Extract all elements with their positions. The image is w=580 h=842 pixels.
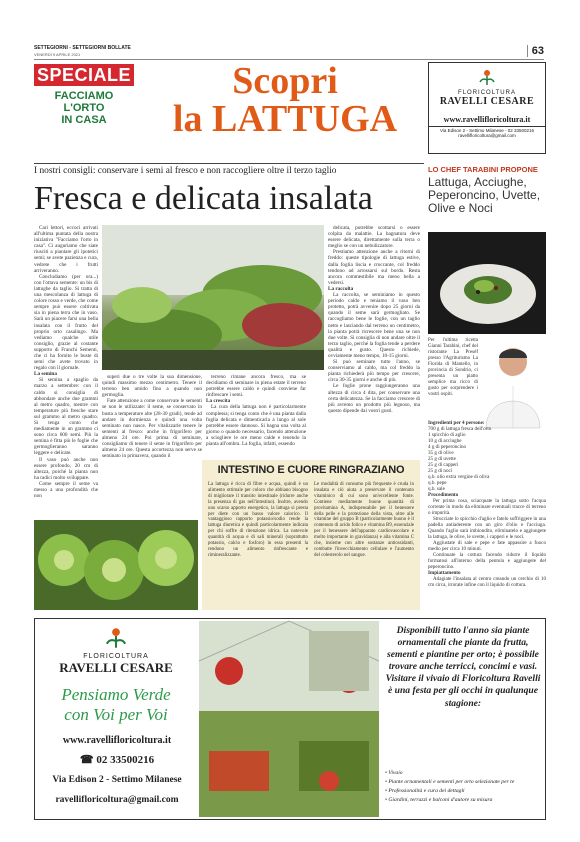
chef-intro: Per l'ultima ricetta Gianni Tarabini, chef del ristorante La Preséf presso l'Agriturismo La Fiorida di Mantello, in provincia di Sondrio, ci presenta un piatto semplice ma ricco di gusto per sorprendere i vostri ospiti. (428, 338, 478, 397)
article-kicker: I nostri consigli: conservare i semi al fresco e non raccogliere oltre il terzo taglio (34, 163, 424, 176)
subhead-raccolta: La raccolta (328, 285, 354, 292)
procedure-step-0: Per prima cosa, sciacquate la lattuga sotto l'acqua corrente in modo da eliminare eventuali tracce di terreno o impurità. (428, 498, 546, 516)
col4-para1: delicata, potrebbe scottarsi o essere colpita da malattie. La bagnatura deve essere delicata, direttamente sulla terra o meglio se con un nebulizzatore. (328, 225, 420, 250)
col2-para1: superi due o tre volte la sua dimensione, quindi massimo mezzo centimetro. Tenere il terreno ben umido fino a quando non germoglia. (102, 374, 202, 399)
procedure-step-2: Aggiustate di sale e pepe e fate appassire a fuoco medio per circa 10 minuti. (428, 540, 546, 552)
chef-portrait (480, 336, 546, 428)
ingredient-0: 700 g di lattuga fresca dell'orto (428, 426, 492, 432)
health-box-col1: La lattuga è ricca di fibre e acqua, quindi è un alimento ottimale per coloro che abbiano bisogno di migliorare il transito intestinale (ridurre anche la presenza di gas nell'intestino). Inoltre, avendo uno scarso apporto energetico, la lattuga si presta per diete con un basso valore calorico. Il vantaggioso rapporto potassio/sodio rende la lattuga diuretica e quindi particolarmente indicata per chi soffre di ritenzione idrica. La notevole quantità di acqua e di sali minerali (soprattutto potassio, calcio e fosforo) in essa presenti la rendono un alimento rinfrescante e rimineralizzante. (208, 482, 308, 558)
top-ad-address: Via Edison 2 - Settimo Milanese - 02 33500216 (429, 126, 545, 133)
chef-recipe-title: Lattuga, Acciughe, Peperoncino, Uvette, Olive e Noci (428, 175, 541, 215)
headline-line2: la LATTUGA (172, 98, 398, 140)
ingredient-6: 25 g di capperi (428, 462, 459, 468)
chef-banner: LO CHEF TARABINI PROPONE (428, 165, 538, 174)
page-number: 63 (527, 45, 544, 57)
issue-date: VENERDÌ 9 APRILE 2021 (34, 52, 81, 57)
bullet-3: • Giardini, terrazzi e balconi d'autore su misura (385, 797, 493, 803)
bullet-1: • Piante ornamentali e sementi per orto selezionate per te (385, 779, 515, 785)
bottom-ad-web: www.ravellifloricoltura.it (62, 735, 172, 746)
ingredient-3: 4 g di peperoncino (428, 444, 467, 450)
col3-para1: terreno rimane ancora fresco, ma se decidiamo di seminare in piena estate il terreno potrebbe essere caldo e quindi conviene far rinfrescare i semi. (206, 374, 306, 399)
speciale-line3: IN CASA (61, 114, 107, 126)
plating-text: Adagiate l'insalata al centro creando un cerchio di 10 cm circa, irrorate infine con il liquido di cottura. (428, 576, 546, 588)
speciale-line2: L'ORTO (63, 102, 105, 114)
article-col3 (206, 374, 306, 454)
bottom-ad-phone: 02 33500216 (96, 754, 155, 766)
flower-logo-icon (101, 623, 131, 649)
health-box (202, 460, 420, 610)
lettuce-illustration (102, 225, 324, 370)
ingredient-7: 25 g di noci (428, 468, 453, 474)
procedure-title: Procedimento (428, 492, 459, 498)
slogan-line1: Pensiamo Verde (61, 685, 171, 704)
col4-para5: Le foglie prone raggiungeranno una altezza di circa 4 dita, per conservare una certa delicatezza. Se la facciamo crescere di più avremo un prodotto più legnoso, ma questo dipende dai vostri gusti. (328, 383, 420, 414)
ingredient-5: 25 g di uvette (428, 456, 456, 462)
flower-logo-icon (476, 66, 498, 86)
bottom-ad-phone-row (39, 753, 195, 766)
ingredient-4: 35 g di olive (428, 450, 454, 456)
bottom-ad-bullets (385, 769, 545, 805)
dish-illustration (428, 232, 546, 334)
bottom-ad-email: ravellifloricoltura@gmail.com (55, 795, 179, 805)
bottom-ad-brand-big: RAVELLI CESARE (59, 660, 173, 675)
procedure-step-1: Strucciate lo spicchio d'aglio e fatelo soffriggere in una padella antiaderente con un giro d'olio e l'acciuga. Quando l'aglio sarà imbiondito, eliminatelo e aggiungete la lattuga, le olive, le uvette, i capperi e le noci. (428, 516, 546, 540)
top-ad (428, 62, 546, 154)
page-header (34, 44, 544, 60)
ingredient-8: q.b. olio extra vergine di oliva (428, 474, 490, 480)
greenhouse-illustration (199, 621, 379, 817)
speciale-subtitle (34, 90, 134, 126)
col2-para2: Fate attenzione a come conservate le sementi se non le utilizzate: il seme, se conservato in busta a temperature alte (28-30 gradi), tende ad andare in dormienza e quindi una volta seminato non nasce. Per vitalizzarle tenere le sementi al fresco: anche in frigorifero per almeno 24 ore. Poi prima di seminare, consigliamo di tenere il seme in frigorifero per almeno 24 ore. Questa accortezza non serve se seminato in primavera, quando il (102, 398, 202, 460)
top-ad-web: www.ravellifloricoltura.it (443, 115, 531, 124)
bullet-0: • Vivaio (385, 770, 403, 776)
ingredients-title: Ingredienti per 4 persone: (428, 420, 485, 426)
ingredient-1: 1 spicchio di aglio (428, 432, 466, 438)
lettuce-heads-photo (34, 520, 198, 610)
health-box-title: INTESTINO E CUORE RINGRAZIANO (217, 464, 405, 476)
greenhouse-photo (199, 621, 379, 817)
col4-para2: Prestiamo attenzione anche a ritorni di freddo: queste tipologie di lattuga estive, dalla foglia liscia e croccante, col freddo tendono ad arrossarsi sul bordo. Resta ancora commestibile ma meno bella a vedersi. (328, 249, 420, 286)
col1-para3: Si semina a spaglio da marzo a settembre: con il caldo si consiglia di abbondare anche due grammi al metro quadro, mentre con temperature più fresche stare sul grammo al metro quadro. Si tenga conto che mediamente in un grammo ci sono circa 600 semi. Più la semina è fitta più le foglie che germoglieranno saranno leggere e delicate. (34, 377, 98, 457)
health-box-col2: Le modalità di consumo più frequente è cruda in insalata e ciò aiuta a preservare il contenuto vitaminico di cui sono un'eccellente fonte. Contiene mediamente buone quantità di provitamina A, indispensabile per il benessere della pelle e la protezione della vista, oltre alle vitamine del gruppo B (particolarmente buono è il contenuto di acido folico e vitamina B9, essenziale per il benessere dell'apparato cardiovascolare e molto importante in gravidanza) e alla vitamina C che, insieme con altre sostanze antiossidanti, combatte l'invecchiamento cellulare e l'aumento del colesterolo nel sangue. (314, 482, 414, 558)
col1-para4: Il vaso può anche non essere profondo, 20 cm di altezza, poiché la pianta non ha radici molto sviluppate. (34, 456, 98, 481)
bottom-ad (34, 618, 546, 820)
col3-para2: La cura della lattuga non è particolarmente complessa; si tenga conto che è una pianta dalla foglia delicata e dimenticarla a lungo al sole potrebbe essere dannoso. Si bagna una volta al giorno o quando necessario, facendo attenzione a sciogliere le ore meno calde e tenendo la pianta all'ombra. La foglia, infatti, essendo (206, 404, 306, 448)
subhead-crescita: La crescita (206, 398, 231, 405)
section-name: SETTEGIORNI - SETTEGIORNI BOLLATE (34, 45, 131, 51)
ingredient-9: q.b. pepe (428, 480, 447, 486)
top-ad-brand-big: RAVELLI CESARE (439, 96, 535, 107)
article-col2 (102, 374, 202, 460)
procedure-step-3: Continuate la cottura facendo ridurre il liquido formatosi all'interno della pentola e aggiungete del peperoncino. (428, 552, 546, 570)
col1-para2: Concludiamo (per ora...) con l'ottava semente: un bis di lattughe da taglio. Si tratta di una mescolanza di lattuga di colore rosso e verde, che come sempre può essere coltivata sia in piena terra che in vaso. Sarà un piacere farsi una bella insalata con il frutto del proprio orto casalingo. Ma vediamo qualche utile consiglio, grazie al costante supporto di Franchi Sementi, che ci ha fornito le buste di semi che avete trovato in regalo con il giornale. (34, 273, 98, 372)
main-headline (150, 62, 420, 138)
headline-line1: Scopri (232, 60, 338, 102)
bottom-ad-logo (41, 623, 191, 676)
speciale-line1: FACCIAMO (54, 90, 114, 102)
bullet-2: • Professionalità e cura dei dettagli (385, 788, 465, 794)
speciale-label: SPECIALE (36, 65, 132, 85)
lettuce-photo (102, 225, 324, 370)
ingredient-2: 10 g di acciughe (428, 438, 462, 444)
speciale-badge (34, 64, 134, 86)
col1-para1: Cari lettori, eccoci arrivati all'ultima puntata della nostra iniziativa "Facciamo l'orto in casa". Ci auguriamo che siate riusciti a piantare gli ipotetici semi; se avete pazienza e cura, vedrete che i frutti arriveranno. (34, 225, 98, 274)
col4-para4: Si può seminare tutto l'anno, se conserviamo al caldo, ma col freddo la pianta richiederà più tempo per crescere, circa 30-35 giorni e anche di più. (328, 359, 420, 384)
plating-title: Impiattamento (428, 570, 461, 576)
chef-illustration (480, 336, 546, 428)
lettuce-heads-illustration (34, 520, 198, 610)
col1-para5: Come sempre il seme va messo a una profondità che non (34, 480, 98, 500)
article-title: Fresca e delicata insalata (34, 180, 373, 217)
bottom-ad-slogan (41, 685, 191, 725)
dish-photo (428, 232, 546, 334)
col4-para3: La raccolta, se seminiamo in questo periodo caldo e teniamo il vaso ben protetto, potrà avvenire dopo 25 giorni da quando il seme sarà germogliato. Se raccogliamo bene le foglie, con un taglio netto e lasciando dal terreno un centimetro, la pianta potrà ricrescere bene una se non due volte. Si consiglia di non andare oltre il terzo taglio, perché la foglia tende a perdere qualità e gusto. Questo richiede, ovviamente meno tempo, 10-15 giorni. (328, 292, 420, 359)
subhead-semina: La semina (34, 371, 57, 378)
top-ad-email: ravellifloricoltura@gmail.com (458, 133, 516, 138)
phone-icon: ☎ (79, 754, 94, 766)
article-col1 (34, 225, 98, 515)
bottom-ad-promo: Disponibili tutto l'anno sia piante ornamentali che piante da frutta, sementi e piantine per orto; è possibile trovare anche terricci, concimi e vasi. Visitare il vivaio di Floricoltura Ravelli è una festa per gli occhi in qualunque stagione: (385, 625, 541, 709)
bottom-ad-address: Via Edison 2 - Settimo Milanese (52, 775, 182, 785)
top-ad-brand-small: FLORICOLTURA (458, 90, 516, 96)
bottom-ad-brand-small: FLORICOLTURA (83, 653, 149, 660)
ingredient-10: q.b. sale (428, 486, 445, 492)
slogan-line2: con Voi per Voi (64, 705, 168, 724)
